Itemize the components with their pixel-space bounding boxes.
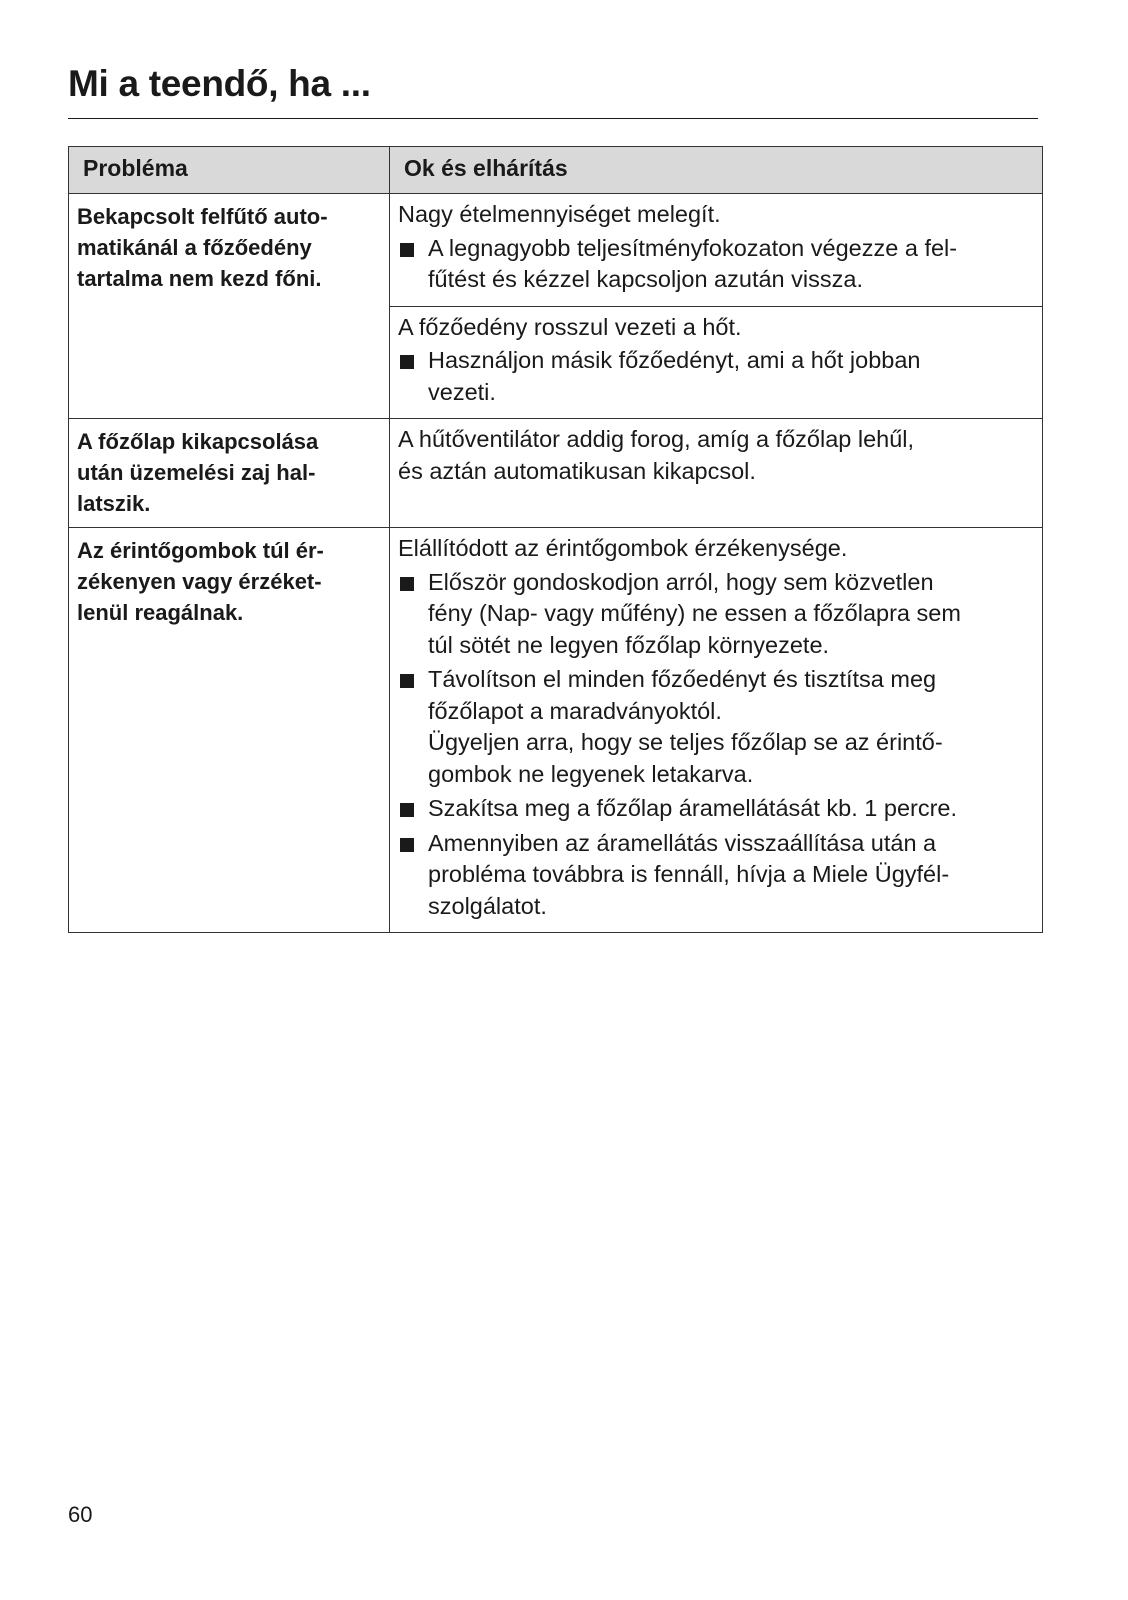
list-item xyxy=(398,793,1034,825)
list-item xyxy=(398,828,1034,923)
remedy-note: Ügyeljen arra, hogy se teljes főzőlap se az érintő- gombok ne legyenek letakarva. xyxy=(428,729,943,787)
cause-text: Elállítódott az érintőgombok érzékenysége. xyxy=(398,535,848,561)
cause-text: A főzőedény rosszul vezeti a hőt. xyxy=(398,313,742,340)
problem-text: Bekapcsolt felfűtő auto- matikánál a főzőedény tartalma nem kezd főni. xyxy=(77,204,328,291)
remedy-list xyxy=(398,567,1034,923)
list-item xyxy=(398,345,1034,408)
cause-cell xyxy=(390,528,1043,933)
page-number: 60 xyxy=(68,1502,93,1527)
cause-text: A hűtőventilátor addig forog, amíg a főzőlap lehűl, és aztán automatikusan kikapcsol. xyxy=(398,426,915,484)
list-item xyxy=(398,233,1034,296)
title-divider xyxy=(68,118,1038,119)
square-bullet-icon xyxy=(400,838,414,852)
table-row xyxy=(69,528,1043,933)
problem-cell xyxy=(69,194,390,419)
square-bullet-icon xyxy=(400,577,414,591)
square-bullet-icon xyxy=(400,355,414,369)
list-item xyxy=(398,567,1034,662)
list-item xyxy=(398,664,1034,790)
troubleshooting-table xyxy=(68,146,1043,933)
header-problem: Probléma xyxy=(69,147,390,194)
square-bullet-icon xyxy=(400,243,414,257)
table-header-row xyxy=(69,147,1043,194)
remedy-text: Amennyiben az áramellátás visszaállítása után a probléma továbbra is fennáll, hívja a Miele Ügyfél- szolgálatot. xyxy=(428,829,950,919)
problem-cell xyxy=(69,419,390,528)
cause-cell xyxy=(390,194,1043,307)
remedy-text: A legnagyobb teljesítményfokozaton végezze a fel- fűtést és kézzel kapcsoljon azután vissza. xyxy=(428,234,958,292)
square-bullet-icon xyxy=(400,674,414,688)
page-title: Mi a teendő, ha ... xyxy=(68,63,371,104)
cause-text: Nagy ételmennyiséget melegít. xyxy=(398,201,721,227)
remedy-list xyxy=(398,345,1034,408)
problem-cell xyxy=(69,528,390,933)
remedy-text: Először gondoskodjon arról, hogy sem közvetlen fény (Nap- vagy műfény) ne essen a főzőlapra sem túl sötét ne legyen főzőlap környezete. xyxy=(428,568,961,658)
remedy-text: Távolítson el minden főzőedényt és tisztítsa meg főzőlapot a maradványoktól. xyxy=(428,666,937,724)
table-row xyxy=(69,194,1043,307)
table-row xyxy=(69,419,1043,528)
problem-text: Az érintőgombok túl ér- zékenyen vagy érzéket- lenül reagálnak. xyxy=(77,538,324,625)
remedy-text: Szakítsa meg a főzőlap áramellátását kb. 1 percre. xyxy=(428,795,958,821)
remedy-list xyxy=(398,233,1034,296)
remedy-text: Használjon másik főzőedényt, ami a hőt jobban vezeti. xyxy=(428,347,921,405)
cause-cell xyxy=(390,419,1043,528)
problem-text: A főzőlap kikapcsolása után üzemelési zaj hal- latszik. xyxy=(77,429,319,516)
square-bullet-icon xyxy=(400,803,414,817)
cause-cell xyxy=(390,306,1043,419)
header-cause: Ok és elhárítás xyxy=(390,147,1043,194)
